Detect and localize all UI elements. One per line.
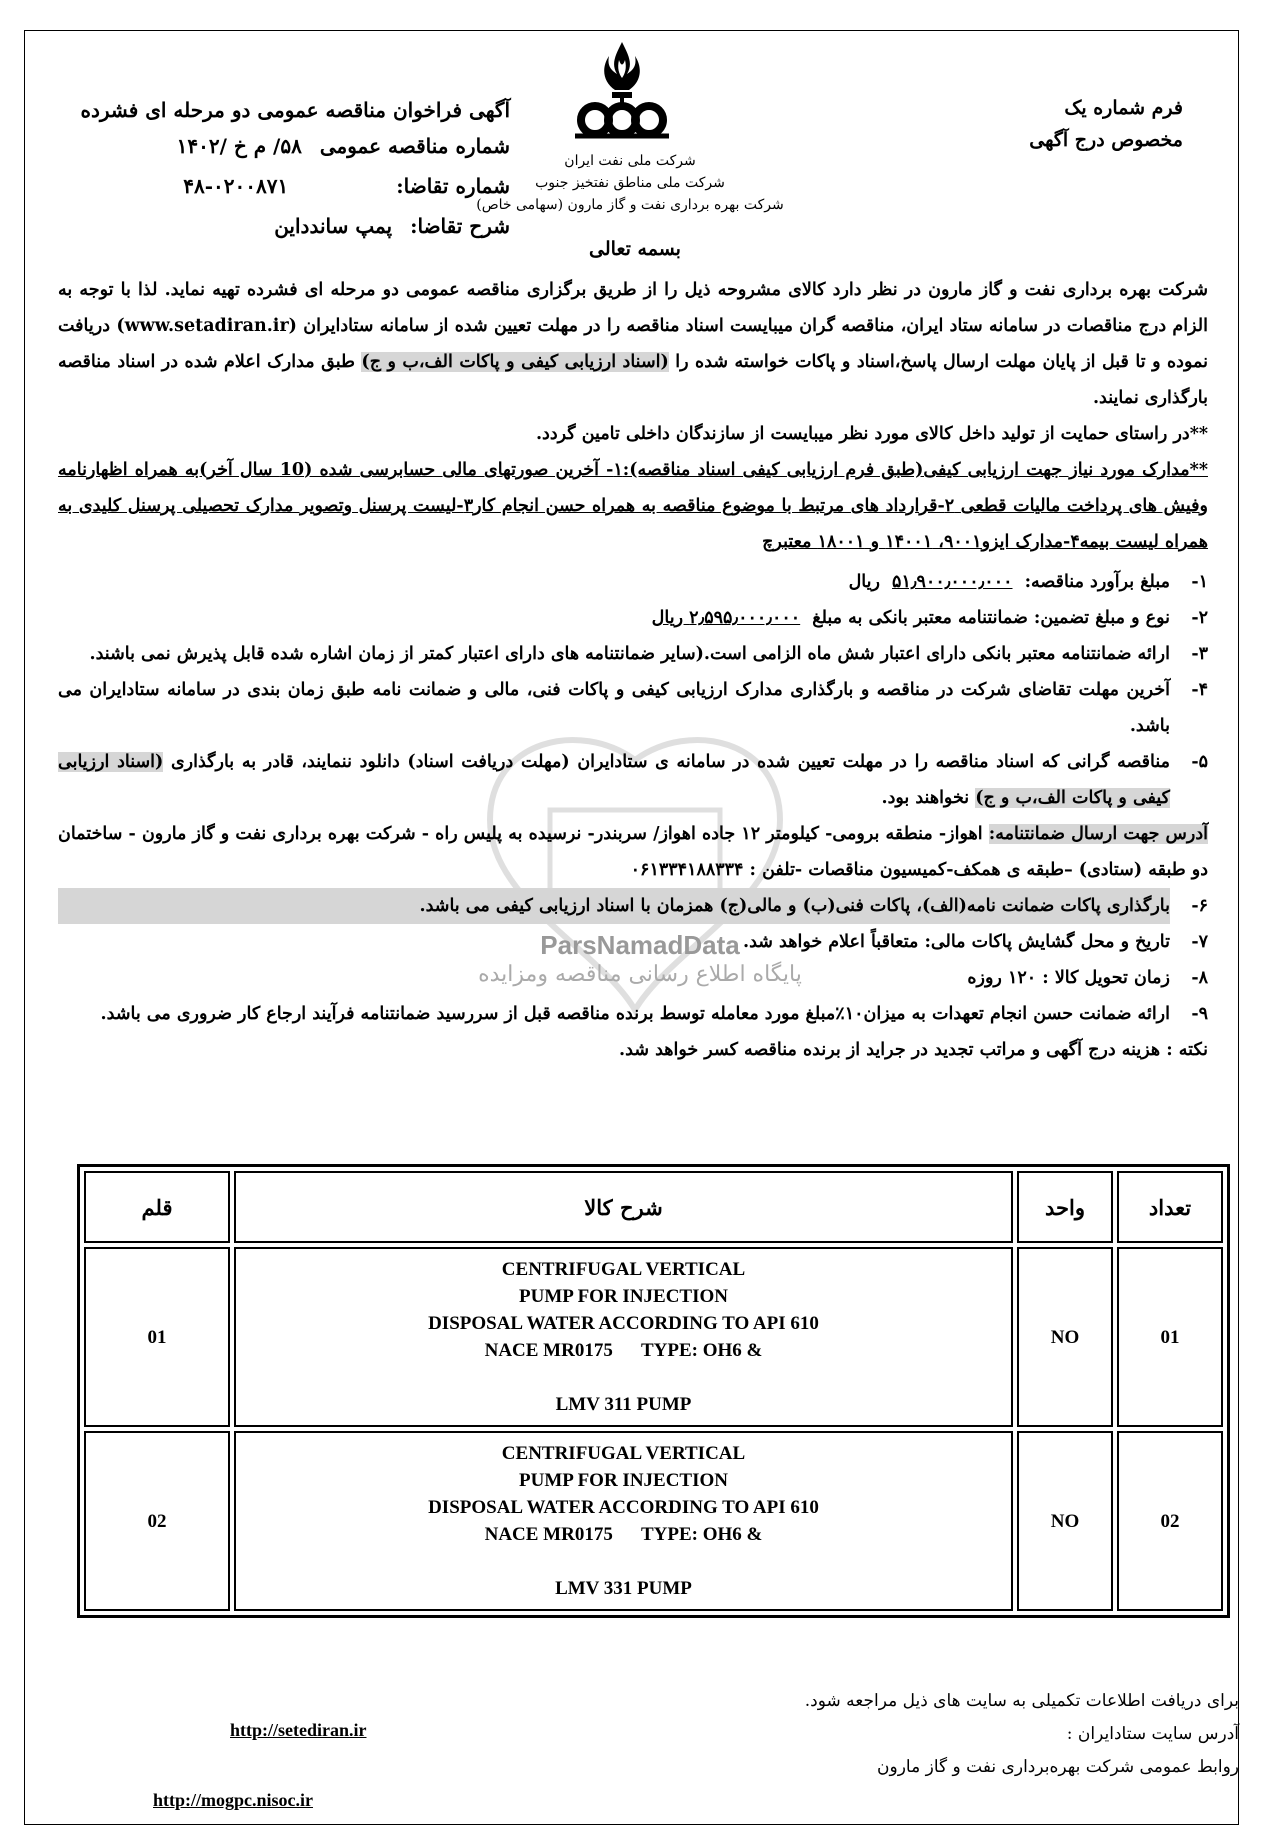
intro-highlight: (اسناد ارزیابی کیفی و پاکات الف،ب و ج): [361, 352, 669, 372]
bismillah: بسمه تعالی: [589, 238, 681, 260]
form-purpose: مخصوص درج آگهی: [1029, 129, 1183, 151]
footer-line-1: برای دریافت اطلاعات تکمیلی به سایت های ذیل مراجعه شود.: [804, 1691, 1239, 1711]
item-number: ۱-: [1191, 572, 1208, 592]
remark: نکته : هزینه درج آگهی و مراتب تجدید در جراید از برنده مناقصه کسر خواهد شد.: [619, 1040, 1208, 1060]
item-text: مناقصه گرانی که اسناد مناقصه را در مهلت تعیین شده در سامانه ی ستادایران (مهلت دریافت اسناد) دانلود ننمایند، قادر به بارگذاری: [170, 752, 1170, 772]
col-description: شرح کالا: [234, 1171, 1013, 1243]
cell-description: [234, 1431, 1013, 1611]
nioc-logo-icon: [565, 38, 680, 148]
address-paragraph: [58, 816, 1208, 888]
item-number: ۵-: [1191, 752, 1208, 772]
item-text: زمان تحویل کالا : ۱۲۰ روزه: [967, 968, 1170, 988]
list-item: [58, 636, 1208, 672]
request-number-label: شماره تقاضا:: [396, 174, 510, 198]
mogpc-link[interactable]: http://mogpc.nisoc.ir: [153, 1790, 313, 1810]
items-table: [77, 1164, 1230, 1618]
intro-paragraph: [58, 272, 1208, 416]
item-highlight: (اسناد ارزیابی کیفی و پاکات الف،ب و ج): [58, 752, 1170, 808]
item-text: ارائه ضمانت حسن انجام تعهدات به میزان۱۰٪مبلغ مورد معامله توسط برنده مناقصه قبل از سررسید ضمانتنامه فرآیند ارجاع کار ضروری می باشد.: [100, 1004, 1170, 1024]
note-domestic: **در راستای حمایت از تولید داخل کالای مورد نظر میبایست از سازندگان داخلی تامین گردد.: [535, 424, 1208, 444]
list-item: [58, 600, 1208, 636]
col-qty: تعداد: [1117, 1171, 1223, 1243]
request-desc-value: پمپ ساندداین: [274, 214, 393, 238]
item-text: ارائه ضمانتنامه معتبر بانکی دارای اعتبار شش ماه الزامی است.(سایر ضمانتنامه های دارای اعتبار کمتر از زمان اشاره شده قابل پذیرش نمی باشند.: [89, 644, 1170, 664]
cell-qty: 02: [1117, 1431, 1223, 1611]
cell-unit: NO: [1017, 1247, 1113, 1427]
desc-line: NACE MR0175 TYPE: OH6 &: [484, 1524, 763, 1545]
desc-line: PUMP FOR INJECTION: [519, 1470, 728, 1491]
list-item: [58, 888, 1208, 924]
item-number: ۸-: [1191, 968, 1208, 988]
form-label-block: [923, 92, 1183, 156]
col-item: قلم: [84, 1171, 230, 1243]
note-quality-docs: **مدارک مورد نیاز جهت ارزیابی کیفی(طبق فرم ارزیابی کیفی اسناد مناقصه):۱- آخرین صورتهای مالی حسابرسی شده (10 سال آخر)به همراه اظهارنامه وفیش های پرداخت مالیات قطعی ۲-قرارداد های مرتبط با موضوع مناقصه به همراه حسن انجام کار۳-لیست پرسنل وتصویر مدارک تحصیلی پرسنل کلیدی به همراه لیست بیمه۴-مدارک ایزو۹۰۰۱، ۱۴۰۰۱ و ۱۸۰۰۱ معتبرچ: [58, 460, 1208, 552]
watermark-caption: پایگاه اطلاع رسانی مناقصه ومزایده: [478, 962, 802, 987]
list-item: [58, 672, 1208, 744]
list-item: [58, 960, 1208, 996]
item-text: تاریخ و محل گشایش پاکات مالی: متعاقباً اعلام خواهد شد.: [743, 932, 1170, 952]
address-label: آدرس جهت ارسال ضمانتنامه:: [988, 824, 1209, 844]
desc-line: [237, 1548, 1010, 1575]
cell-unit: NO: [1017, 1431, 1113, 1611]
item-number: ۶-: [1191, 896, 1208, 916]
table-row: [84, 1247, 1223, 1427]
request-number-row: [40, 168, 510, 204]
org-line-3: شرکت بهره برداری نفت و گاز مارون (سهامی خاص): [476, 197, 784, 213]
list-item: [58, 924, 1208, 960]
desc-line: PUMP FOR INJECTION: [519, 1286, 728, 1307]
request-desc-row: [40, 208, 510, 244]
org-line-2: شرکت ملی مناطق نفتخیز جنوب: [535, 175, 725, 191]
item-number: ۴-: [1191, 680, 1208, 700]
col-unit: واحد: [1017, 1171, 1113, 1243]
address-text: اهواز- منطقه برومی- کیلومتر ۱۲ جاده اهواز/ سربندر- نرسیده به پلیس راه - شرکت بهره برداری نفت و گاز مارون - ساختمان دو طبقه (ستادی) –طبقه ی همکف-کمیسیون مناقصات -تلفن : ۰۶۱۳۳۴۱۸۸۳۳۴: [58, 824, 1208, 880]
intro-text: شرکت بهره برداری نفت و گاز مارون در نظر دارد کالای مشروحه ذیل را از طریق برگزاری مناقصه عمومی دو مرحله ای فشرده تهیه نماید. لذا با توجه به الزام درج مناقصات در سامانه ستاد ایران، مناقصه گران میبایست اسناد مناقصه را در مهلت تعیین شده از سامانه ستادایران (www.setadiran.ir) دریافت نموده و تا قبل از پایان مهلت ارسال پاسخ،اسناد و پاکات خواسته شده را: [58, 280, 1208, 372]
cell-item: 02: [84, 1431, 230, 1611]
tender-number-label: شماره مناقصه عمومی: [319, 134, 510, 158]
cell-description: [234, 1247, 1013, 1427]
cell-qty: 01: [1117, 1247, 1223, 1427]
tender-number-row: [40, 128, 510, 164]
item-tail: نخواهند بود.: [881, 788, 970, 808]
tender-title: آگهی فراخوان مناقصه عمومی دو مرحله ای فشرده: [80, 98, 510, 122]
request-number-value: ۴۸-۰۲۰۰۸۷۱: [183, 174, 289, 198]
list-item: [58, 744, 1208, 816]
item-text: آخرین مهلت تقاضای شرکت در مناقصه و بارگذاری مدارک ارزیابی کیفی و پاکات فنی، مالی و ضمانت نامه طبق زمان بندی در سامانه ستادایران می باشد.: [58, 680, 1170, 736]
estimate-label: مبلغ برآورد مناقصه:: [1024, 572, 1170, 592]
item-number: ۲-: [1191, 608, 1208, 628]
desc-line: [237, 1364, 1010, 1391]
org-line-1: شرکت ملی نفت ایران: [564, 153, 696, 169]
estimate-unit: ریال: [848, 572, 880, 592]
table-row: [84, 1431, 1223, 1611]
item-number: ۷-: [1191, 932, 1208, 952]
desc-line: CENTRIFUGAL VERTICAL: [501, 1443, 746, 1464]
watermark-brand: ParsNamadData: [540, 930, 740, 960]
desc-line: DISPOSAL WATER ACCORDING TO API 610: [428, 1313, 819, 1334]
list-item: [58, 996, 1208, 1032]
intro-text-end: طبق مدارک اعلام شده در اسناد مناقصه بارگذاری نمایند.: [58, 352, 1208, 408]
cell-item: 01: [84, 1247, 230, 1427]
table-header-row: [84, 1171, 1223, 1243]
desc-line: LMV 311 PUMP: [555, 1394, 692, 1415]
form-number: فرم شماره یک: [1064, 97, 1183, 119]
desc-line: LMV 331 PUMP: [555, 1578, 692, 1599]
item-number: ۳-: [1191, 644, 1208, 664]
estimate-value: ۵۱٫۹۰۰٫۰۰۰٫۰۰۰: [892, 572, 1013, 592]
request-desc-label: شرح تقاضا:: [410, 214, 510, 238]
item-text: بارگذاری پاکات ضمانت نامه(الف)، پاکات فنی(ب) و مالی(ج) همزمان با اسناد ارزیابی کیفی می باشد.: [58, 888, 1170, 924]
footer-line-3: روابط عمومی شرکت بهره‌برداری نفت و گاز مارون: [877, 1757, 1239, 1777]
item-number: ۹-: [1191, 1004, 1208, 1024]
tender-info-block: [40, 92, 510, 244]
desc-line: DISPOSAL WATER ACCORDING TO API 610: [428, 1497, 819, 1518]
guarantee-label: نوع و مبلغ تضمین: ضمانتنامه معتبر بانکی به مبلغ: [812, 608, 1170, 628]
tender-number-value: ۵۸/ م خ /۱۴۰۲: [176, 134, 302, 158]
guarantee-value: ۲٫۵۹۵٫۰۰۰٫۰۰۰ ریال: [651, 608, 801, 628]
list-item: [58, 564, 1208, 600]
footer-line-2: آدرس سایت ستادایران :: [1066, 1724, 1239, 1744]
footer-info: [679, 1685, 1239, 1784]
setadiran-link[interactable]: http://setediran.ir: [230, 1720, 367, 1740]
announcement-body: [58, 272, 1208, 1068]
desc-line: CENTRIFUGAL VERTICAL: [501, 1259, 746, 1280]
desc-line: NACE MR0175 TYPE: OH6 &: [484, 1340, 763, 1361]
